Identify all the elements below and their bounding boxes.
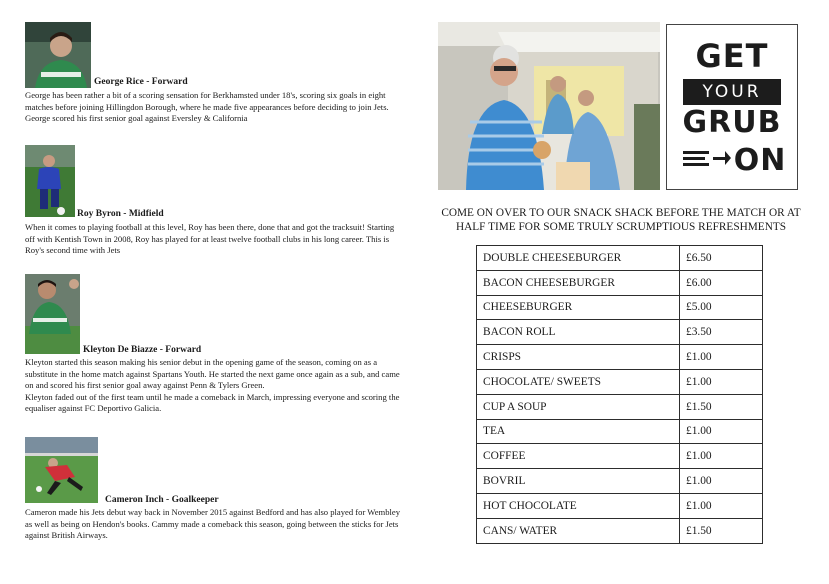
logo-line-on: ON bbox=[733, 143, 787, 178]
menu-item-price: £1.00 bbox=[680, 444, 763, 469]
player-profile-roy-byron bbox=[25, 145, 405, 265]
snack-shack-photo bbox=[438, 22, 660, 195]
menu-row bbox=[477, 345, 763, 370]
player-bio bbox=[25, 507, 403, 542]
player-name: Cameron Inch - Goalkeeper bbox=[105, 495, 219, 505]
player-name: George Rice - Forward bbox=[94, 77, 188, 87]
menu-item-name: BOVRIL bbox=[477, 469, 680, 494]
player-bio-paragraph: George has been rather a bit of a scoring sensation for Berkhamsted under 18's, scoring six goals in eight matches before joining Hillingdon Borough, where he made five appearances before deciding to join Jets. George scored his first senior goal against Eversley & California bbox=[25, 90, 389, 123]
logo-line-get: GET bbox=[695, 37, 769, 75]
player-bio-paragraph: Cameron made his Jets debut way back in November 2015 against Bedford and has also played for Wembley as well as being on Hendon's books. Cammy made a comeback this season, going between the sticks for Jets against British Airways. bbox=[25, 507, 401, 540]
player-profile-cameron-inch bbox=[25, 437, 405, 552]
menu-item-price: £1.00 bbox=[680, 419, 763, 444]
menu-row bbox=[477, 295, 763, 320]
player-profile-george-rice bbox=[25, 22, 405, 132]
menu-row bbox=[477, 270, 763, 295]
logo-line-your: YOUR bbox=[702, 82, 762, 102]
menu-item-price: £6.50 bbox=[680, 246, 763, 271]
menu-item-price: £6.00 bbox=[680, 270, 763, 295]
player-bio-paragraph: Kleyton faded out of the first team until he made a comeback in March, impressing everyone and scoring the equaliser against FC Deportivo Galicia. bbox=[25, 391, 400, 413]
snack-shack-headline: COME ON OVER TO OUR SNACK SHACK BEFORE THE MATCH OR AT HALF TIME FOR SOME TRULY SCRUMPTIOUS REFRESHMENTS bbox=[441, 207, 801, 233]
player-photo bbox=[25, 437, 98, 503]
player-profile-kleyton-de-biazze bbox=[25, 274, 405, 434]
menu-item-name: TEA bbox=[477, 419, 680, 444]
menu-row bbox=[477, 469, 763, 494]
menu-row bbox=[477, 246, 763, 271]
menu-item-price: £1.50 bbox=[680, 518, 763, 543]
menu-item-name: COFFEE bbox=[477, 444, 680, 469]
menu-item-price: £1.00 bbox=[680, 345, 763, 370]
menu-row bbox=[477, 369, 763, 394]
menu-item-price: £1.50 bbox=[680, 394, 763, 419]
menu-item-name: BACON CHEESEBURGER bbox=[477, 270, 680, 295]
menu-item-name: CANS/ WATER bbox=[477, 518, 680, 543]
player-bio bbox=[25, 222, 403, 257]
menu-item-name: CRISPS bbox=[477, 345, 680, 370]
player-name: Kleyton De Biazze - Forward bbox=[83, 345, 202, 355]
player-name: Roy Byron - Midfield bbox=[77, 209, 164, 219]
menu-item-name: HOT CHOCOLATE bbox=[477, 493, 680, 518]
menu-item-price: £1.00 bbox=[680, 469, 763, 494]
player-bio bbox=[25, 357, 403, 415]
menu-item-price: £1.00 bbox=[680, 369, 763, 394]
logo-line-grub: GRUB bbox=[682, 105, 782, 140]
menu-item-price: £5.00 bbox=[680, 295, 763, 320]
menu-item-name: CHEESEBURGER bbox=[477, 295, 680, 320]
menu-row bbox=[477, 419, 763, 444]
player-bio-paragraph: Kleyton started this season making his senior debut in the opening game of the season, coming on as a substitute in the home match against Spartans Youth. He started the next game once again as a sub, and came on and scored his first senior goal away against Penn & Tylers Green. bbox=[25, 357, 400, 390]
get-your-grub-on-logo bbox=[666, 24, 798, 190]
player-photo bbox=[25, 145, 75, 217]
menu-item-price: £1.00 bbox=[680, 493, 763, 518]
menu-row bbox=[477, 444, 763, 469]
menu-row bbox=[477, 493, 763, 518]
player-bio-paragraph: When it comes to playing football at this level, Roy has been there, done that and got the tracksuit! Starting off with Kentish Town in 2008, Roy has played for at least twelve football clubs in his long career. This is Roy's second time with Jets bbox=[25, 222, 395, 255]
menu-item-name: CUP A SOUP bbox=[477, 394, 680, 419]
menu-row bbox=[477, 320, 763, 345]
menu-row bbox=[477, 394, 763, 419]
menu-item-name: BACON ROLL bbox=[477, 320, 680, 345]
player-bio bbox=[25, 90, 403, 125]
menu-item-name: DOUBLE CHEESEBURGER bbox=[477, 246, 680, 271]
menu-item-price: £3.50 bbox=[680, 320, 763, 345]
menu-row bbox=[477, 518, 763, 543]
player-photo bbox=[25, 22, 91, 88]
player-photo bbox=[25, 274, 80, 354]
price-menu-table bbox=[476, 245, 763, 544]
menu-item-name: CHOCOLATE/ SWEETS bbox=[477, 369, 680, 394]
